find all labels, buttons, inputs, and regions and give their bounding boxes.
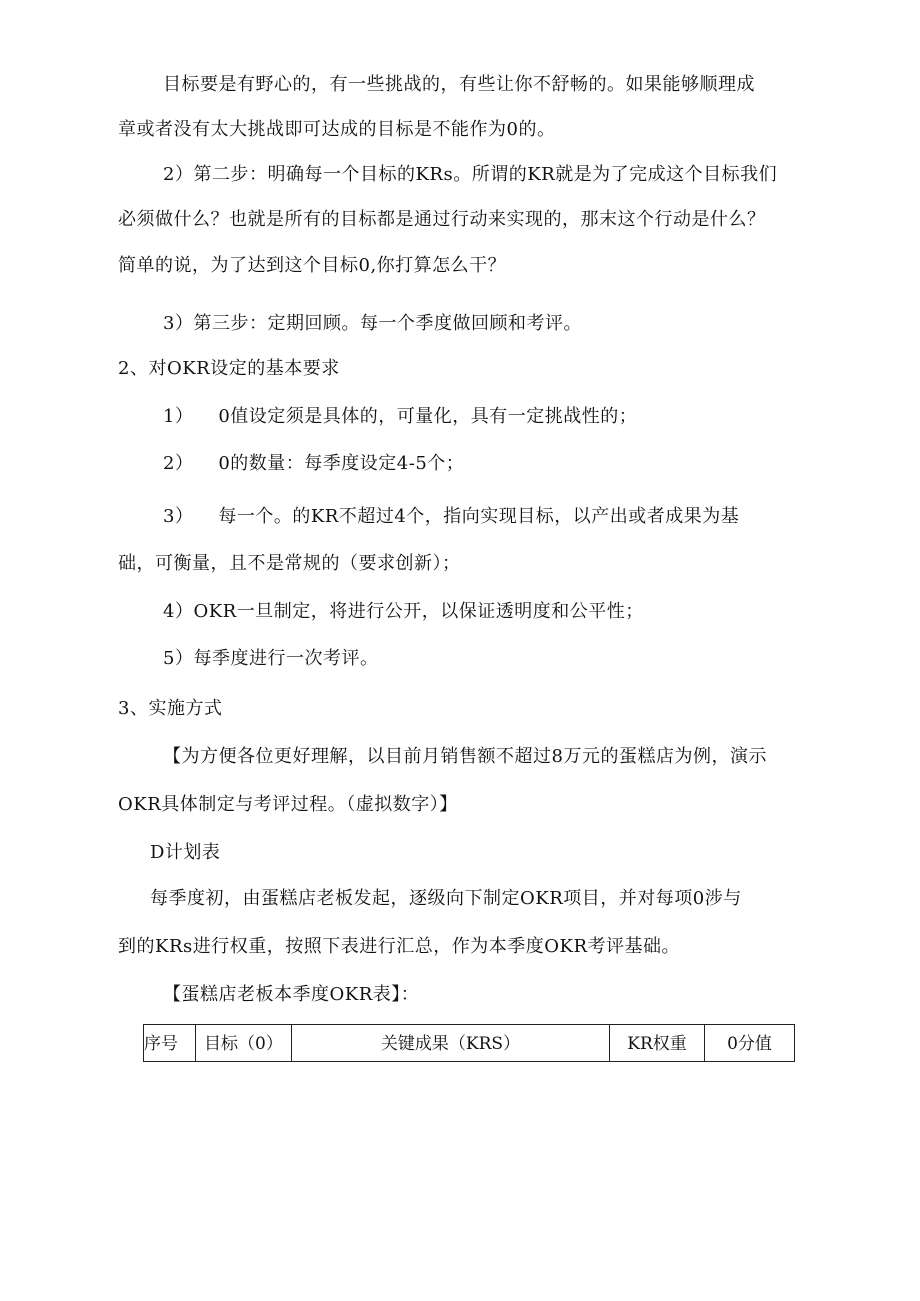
list-item: 5）每季度进行一次考评。: [163, 648, 379, 669]
paragraph-line: 必须做什么？也就是所有的目标都是通过行动来实现的，那末这个行动是什么？: [118, 209, 766, 230]
paragraph-line: 2）第二步：明确每一个目标的KRs。所谓的KR就是为了完成这个目标我们: [163, 164, 778, 185]
section-heading: 3、实施方式: [118, 698, 223, 719]
okr-table-header: [143, 1024, 795, 1062]
paragraph-line: 3）第三步：定期回顾。每一个季度做回顾和考评。: [163, 313, 582, 334]
list-item: 4）OKR一旦制定，将进行公开，以保证透明度和公平性；: [163, 601, 644, 622]
section-heading: 2、对OKR设定的基本要求: [118, 358, 340, 379]
paragraph-line: 到的KRs进行权重，按照下表进行汇总，作为本季度OKR考评基础。: [118, 936, 680, 957]
column-header-objective: 目标（0）: [196, 1025, 292, 1061]
paragraph-line: 章或者没有太大挑战即可达成的目标是不能作为0的。: [118, 119, 556, 140]
list-item: 2） 0的数量：每季度设定4-5个；: [163, 453, 465, 474]
column-header-key-results: 关键成果（KRS）: [292, 1025, 610, 1061]
column-header-index: 序号: [144, 1025, 196, 1061]
paragraph-line: 简单的说，为了达到这个目标0,你打算怎么干？: [118, 255, 507, 276]
paragraph-line: OKR具体制定与考评过程。（虚拟数字）】: [118, 794, 458, 815]
paragraph-line: 每季度初，由蛋糕店老板发起，逐级向下制定OKR项目，并对每项0涉与: [150, 888, 742, 909]
list-item: 1） 0值设定须是具体的，可量化，具有一定挑战性的；: [163, 406, 638, 427]
subsection-heading: D计划表: [150, 842, 221, 863]
table-caption: 【蛋糕店老板本季度OKR表】：: [163, 984, 420, 1005]
paragraph-line: 础，可衡量，且不是常规的（要求创新）；: [118, 553, 461, 574]
paragraph-line: 【为方便各位更好理解，以目前月销售额不超过8万元的蛋糕店为例，演示: [163, 746, 767, 767]
paragraph-line: 目标要是有野心的，有一些挑战的，有些让你不舒畅的。如果能够顺理成: [163, 74, 755, 95]
column-header-score: 0分值: [727, 1034, 772, 1054]
column-header-kr-weight: KR权重: [610, 1025, 705, 1061]
list-item: 3） 每一个。的KR不超过4个，指向实现目标，以产出或者成果为基: [163, 506, 740, 527]
